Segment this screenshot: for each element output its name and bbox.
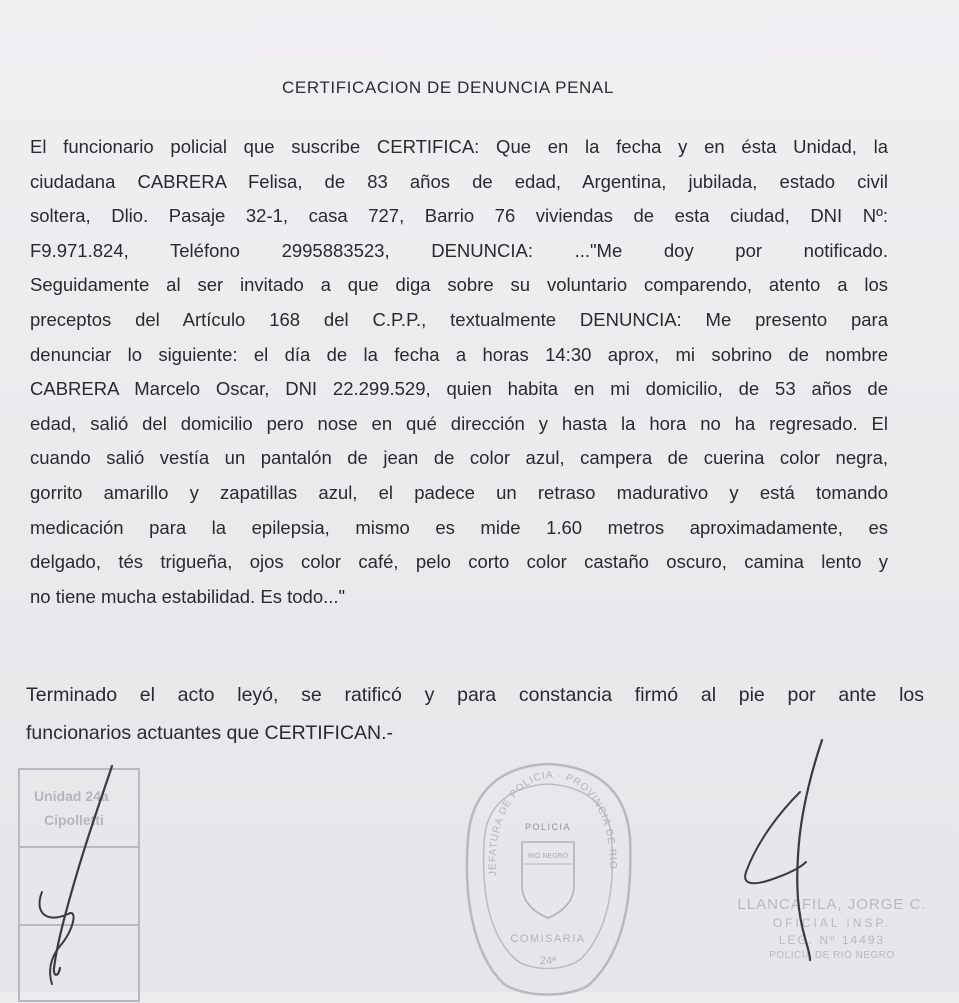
body-line: no tiene mucha estabilidad. Es todo..." [30,585,346,607]
seal-inner-top: POLICIA [524,822,572,832]
body-line: El funcionario policial que suscribe CERTIFICA: Que en la fecha y en ésta Unidad, la [30,136,888,157]
body-line: CABRERA Marcelo Oscar, DNI 22.299.529, quien habita en mi domicilio, de 53 años de [30,378,888,400]
signature-left [20,762,130,992]
body-line: gorrito amarillo y zapatillas azul, el padece un retraso madurativo y está tomando [30,481,888,503]
official-name: LLANCAFILA, JORGE C. [737,896,927,913]
body-line: delgado, tés trigueña, ojos color café, pelo corto color castaño oscuro, camina lento y [30,551,888,573]
body-line: denunciar lo siguiente: el día de la fecha a horas 14:30 aprox, mi sobrino de nombre [30,343,888,365]
signature-right [740,736,850,966]
body-line: edad, salió del domicilio pero nose en qué dirección y hasta la hora no ha regresado. El [30,412,888,434]
unit-stamp-line: Cipolletti [44,812,104,828]
closing-line: Terminado el acto leyó, se ratificó y para constancia firmó al pie por ante los [26,684,924,706]
body-line: ciudadana CABRERA Felisa, de 83 años de edad, Argentina, jubilada, estado civil [30,170,888,192]
certification-body [30,130,888,614]
body-line: F9.971.824, Teléfono 2995883523, DENUNCIA: ..."Me doy por notificado. [30,239,888,261]
document-title: CERTIFICACION DE DENUNCIA PENAL [282,78,614,97]
body-line: preceptos del Artículo 168 del C.P.P., textualmente DENUNCIA: Me presento para [30,308,888,330]
seal-inner-mid: RIO NEGRO [527,853,569,860]
seal-graphic [462,758,634,998]
official-rank: OFICIAL INSP. [772,916,892,930]
closing-line: funcionarios actuantes que CERTIFICAN.- [26,722,394,744]
body-line: cuando salió vestía un pantalón de jean de color azul, campera de cuerina color negra, [30,447,888,469]
body-line: soltera, Dlio. Pasaje 32-1, casa 727, Barrio 76 viviendas de esta ciudad, DNI Nº: [30,205,888,227]
official-org: POLICIA DE RIO NEGRO [769,950,895,961]
body-line: medicación para la epilepsia, mismo es mide 1.60 metros aproximadamente, es [30,516,888,538]
body-line: Seguidamente al ser invitado a que diga sobre su voluntario comparendo, atento a los [30,274,888,296]
seal-ring-text: JEFATURA DE POLICIA · PROVINCIA DE RIO [487,769,619,877]
police-seal [462,758,634,998]
seal-bottom-number: 24ª [539,955,557,967]
unit-stamp-line: Unidad 24a [34,788,109,804]
seal-bottom-word: COMISARIA [510,933,586,945]
official-legajo: LEG. Nº 14493 [778,933,886,947]
